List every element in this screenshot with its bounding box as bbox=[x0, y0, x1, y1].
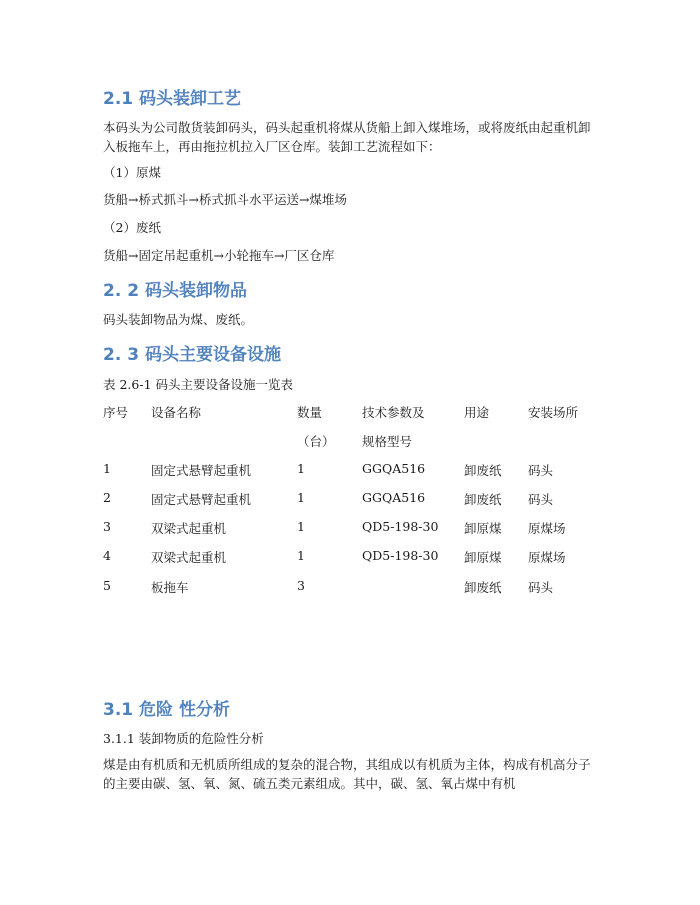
section-heading-2-3: 2. 3 码头主要设备设施 bbox=[103, 345, 281, 365]
row-qty: 1 bbox=[297, 461, 305, 476]
section-heading-2-2: 2. 2 码头装卸物品 bbox=[103, 281, 247, 301]
section-heading-3-1: 3.1 危险 性分析 bbox=[103, 700, 230, 720]
row-spec: QD5-198-30 bbox=[362, 519, 439, 534]
row-use: 卸废纸 bbox=[464, 580, 502, 595]
row-name: 固定式悬臂起重机 bbox=[151, 492, 252, 507]
row-name: 双梁式起重机 bbox=[151, 521, 227, 536]
row-place: 原煤场 bbox=[528, 550, 566, 565]
row-place: 码头 bbox=[528, 492, 554, 507]
header-qty-unit: （台） bbox=[297, 434, 335, 449]
section-3-1-text: 煤是由有机质和无机质所组成的复杂的混合物，其组成以有机质为主体，构成有机高分子的主要由碳、氢、氧、氮、硫五类元素组成。其中，碳、氢、氧占煤中有机 bbox=[103, 757, 591, 791]
header-no: 序号 bbox=[103, 405, 129, 420]
section-2-2-text: 码头装卸物品为煤、废纸。 bbox=[103, 312, 254, 327]
row-spec: QD5-198-30 bbox=[362, 548, 439, 563]
process-item-2-label: （2）废纸 bbox=[103, 220, 161, 235]
row-use: 卸废纸 bbox=[464, 492, 502, 507]
header-name: 设备名称 bbox=[151, 405, 202, 420]
header-spec-line2: 规格型号 bbox=[362, 434, 413, 449]
row-place: 码头 bbox=[528, 463, 554, 478]
row-use: 卸废纸 bbox=[464, 463, 502, 478]
table-caption: 表 2.6-1 码头主要设备设施一览表 bbox=[103, 377, 294, 392]
process-item-1-label: （1）原煤 bbox=[103, 165, 161, 180]
row-qty: 3 bbox=[297, 578, 305, 593]
row-qty: 1 bbox=[297, 519, 305, 534]
header-qty: 数量 bbox=[297, 405, 323, 420]
row-qty: 1 bbox=[297, 548, 305, 563]
header-use: 用途 bbox=[464, 405, 490, 420]
row-name: 板拖车 bbox=[151, 580, 189, 595]
row-no: 5 bbox=[103, 578, 111, 593]
row-place: 原煤场 bbox=[528, 521, 566, 536]
row-spec: GGQA516 bbox=[362, 461, 426, 476]
process-item-2-flow: 货船→固定吊起重机→小轮拖车→厂区仓库 bbox=[103, 248, 335, 263]
row-no: 1 bbox=[103, 461, 111, 476]
row-qty: 1 bbox=[297, 490, 305, 505]
process-item-1-flow: 货船→桥式抓斗→桥式抓斗水平运送→煤堆场 bbox=[103, 192, 347, 207]
row-place: 码头 bbox=[528, 580, 554, 595]
row-use: 卸原煤 bbox=[464, 550, 502, 565]
row-use: 卸原煤 bbox=[464, 521, 502, 536]
header-place: 安装场所 bbox=[528, 405, 579, 420]
header-spec: 技术参数及 bbox=[362, 405, 425, 420]
row-name: 双梁式起重机 bbox=[151, 550, 227, 565]
row-no: 3 bbox=[103, 519, 111, 534]
row-no: 4 bbox=[103, 548, 111, 563]
section-heading-2-1: 2.1 码头装卸工艺 bbox=[103, 89, 242, 109]
subsection-heading-3-1-1: 3.1.1 装卸物质的危险性分析 bbox=[103, 731, 264, 746]
section-2-1-intro: 本码头为公司散货装卸码头，码头起重机将煤从货船上卸入煤堆场，或将废纸由起重机卸入板拖车上，再由拖拉机拉入厂区仓库。装卸工艺流程如下： bbox=[103, 120, 591, 154]
row-spec: GGQA516 bbox=[362, 490, 426, 505]
row-name: 固定式悬臂起重机 bbox=[151, 463, 252, 478]
row-no: 2 bbox=[103, 490, 111, 505]
